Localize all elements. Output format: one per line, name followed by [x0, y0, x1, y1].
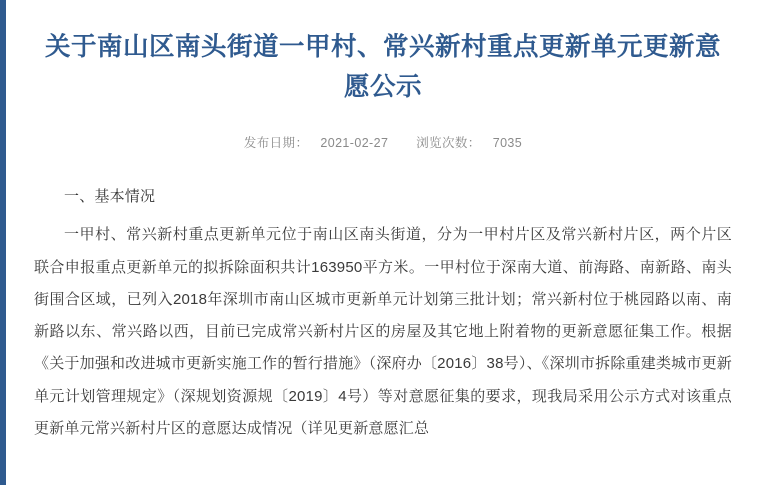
- body-paragraph: 一甲村、常兴新村重点更新单元位于南山区南头街道，分为一甲村片区及常兴新村片区，两个片区联合申报重点更新单元的拟拆除面积共计163950平方米。一甲村位于深南大道、前海路、南新路、南头街围合区域，已列入2018年深圳市南山区城市更新单元计划第三批计划；常兴新村位于桃园路以南、南新路以东、常兴路以西，目前已完成常兴新村片区的房屋及其它地上附着物的更新意愿征集工作。根据《关于加强和改进城市更新实施工作的暂行措施》（深府办〔2016〕38号）、《深圳市拆除重建类城市更新单元计划管理规定》（深规划资源规〔2019〕4号）等对意愿征集的要求，现我局采用公示方式对该重点更新单元常兴新村片区的意愿达成情况（详见更新意愿汇总: [34, 226, 732, 437]
- view-count-value: 7035: [492, 136, 523, 151]
- view-count: [410, 136, 528, 150]
- document-meta: [34, 133, 732, 151]
- document-content: [6, 0, 760, 485]
- document-body: [34, 181, 732, 445]
- publish-date-label-text: 发布日期：: [243, 136, 309, 151]
- publish-date-label: [238, 136, 394, 150]
- section-heading: 一、基本情况: [64, 188, 156, 206]
- page-title: 关于南山区南头街道一甲村、常兴新村重点更新单元更新意愿公示: [44, 33, 721, 101]
- view-count-label-text: 浏览次数：: [416, 136, 481, 151]
- publish-date-value: 2021-02-27: [320, 136, 389, 151]
